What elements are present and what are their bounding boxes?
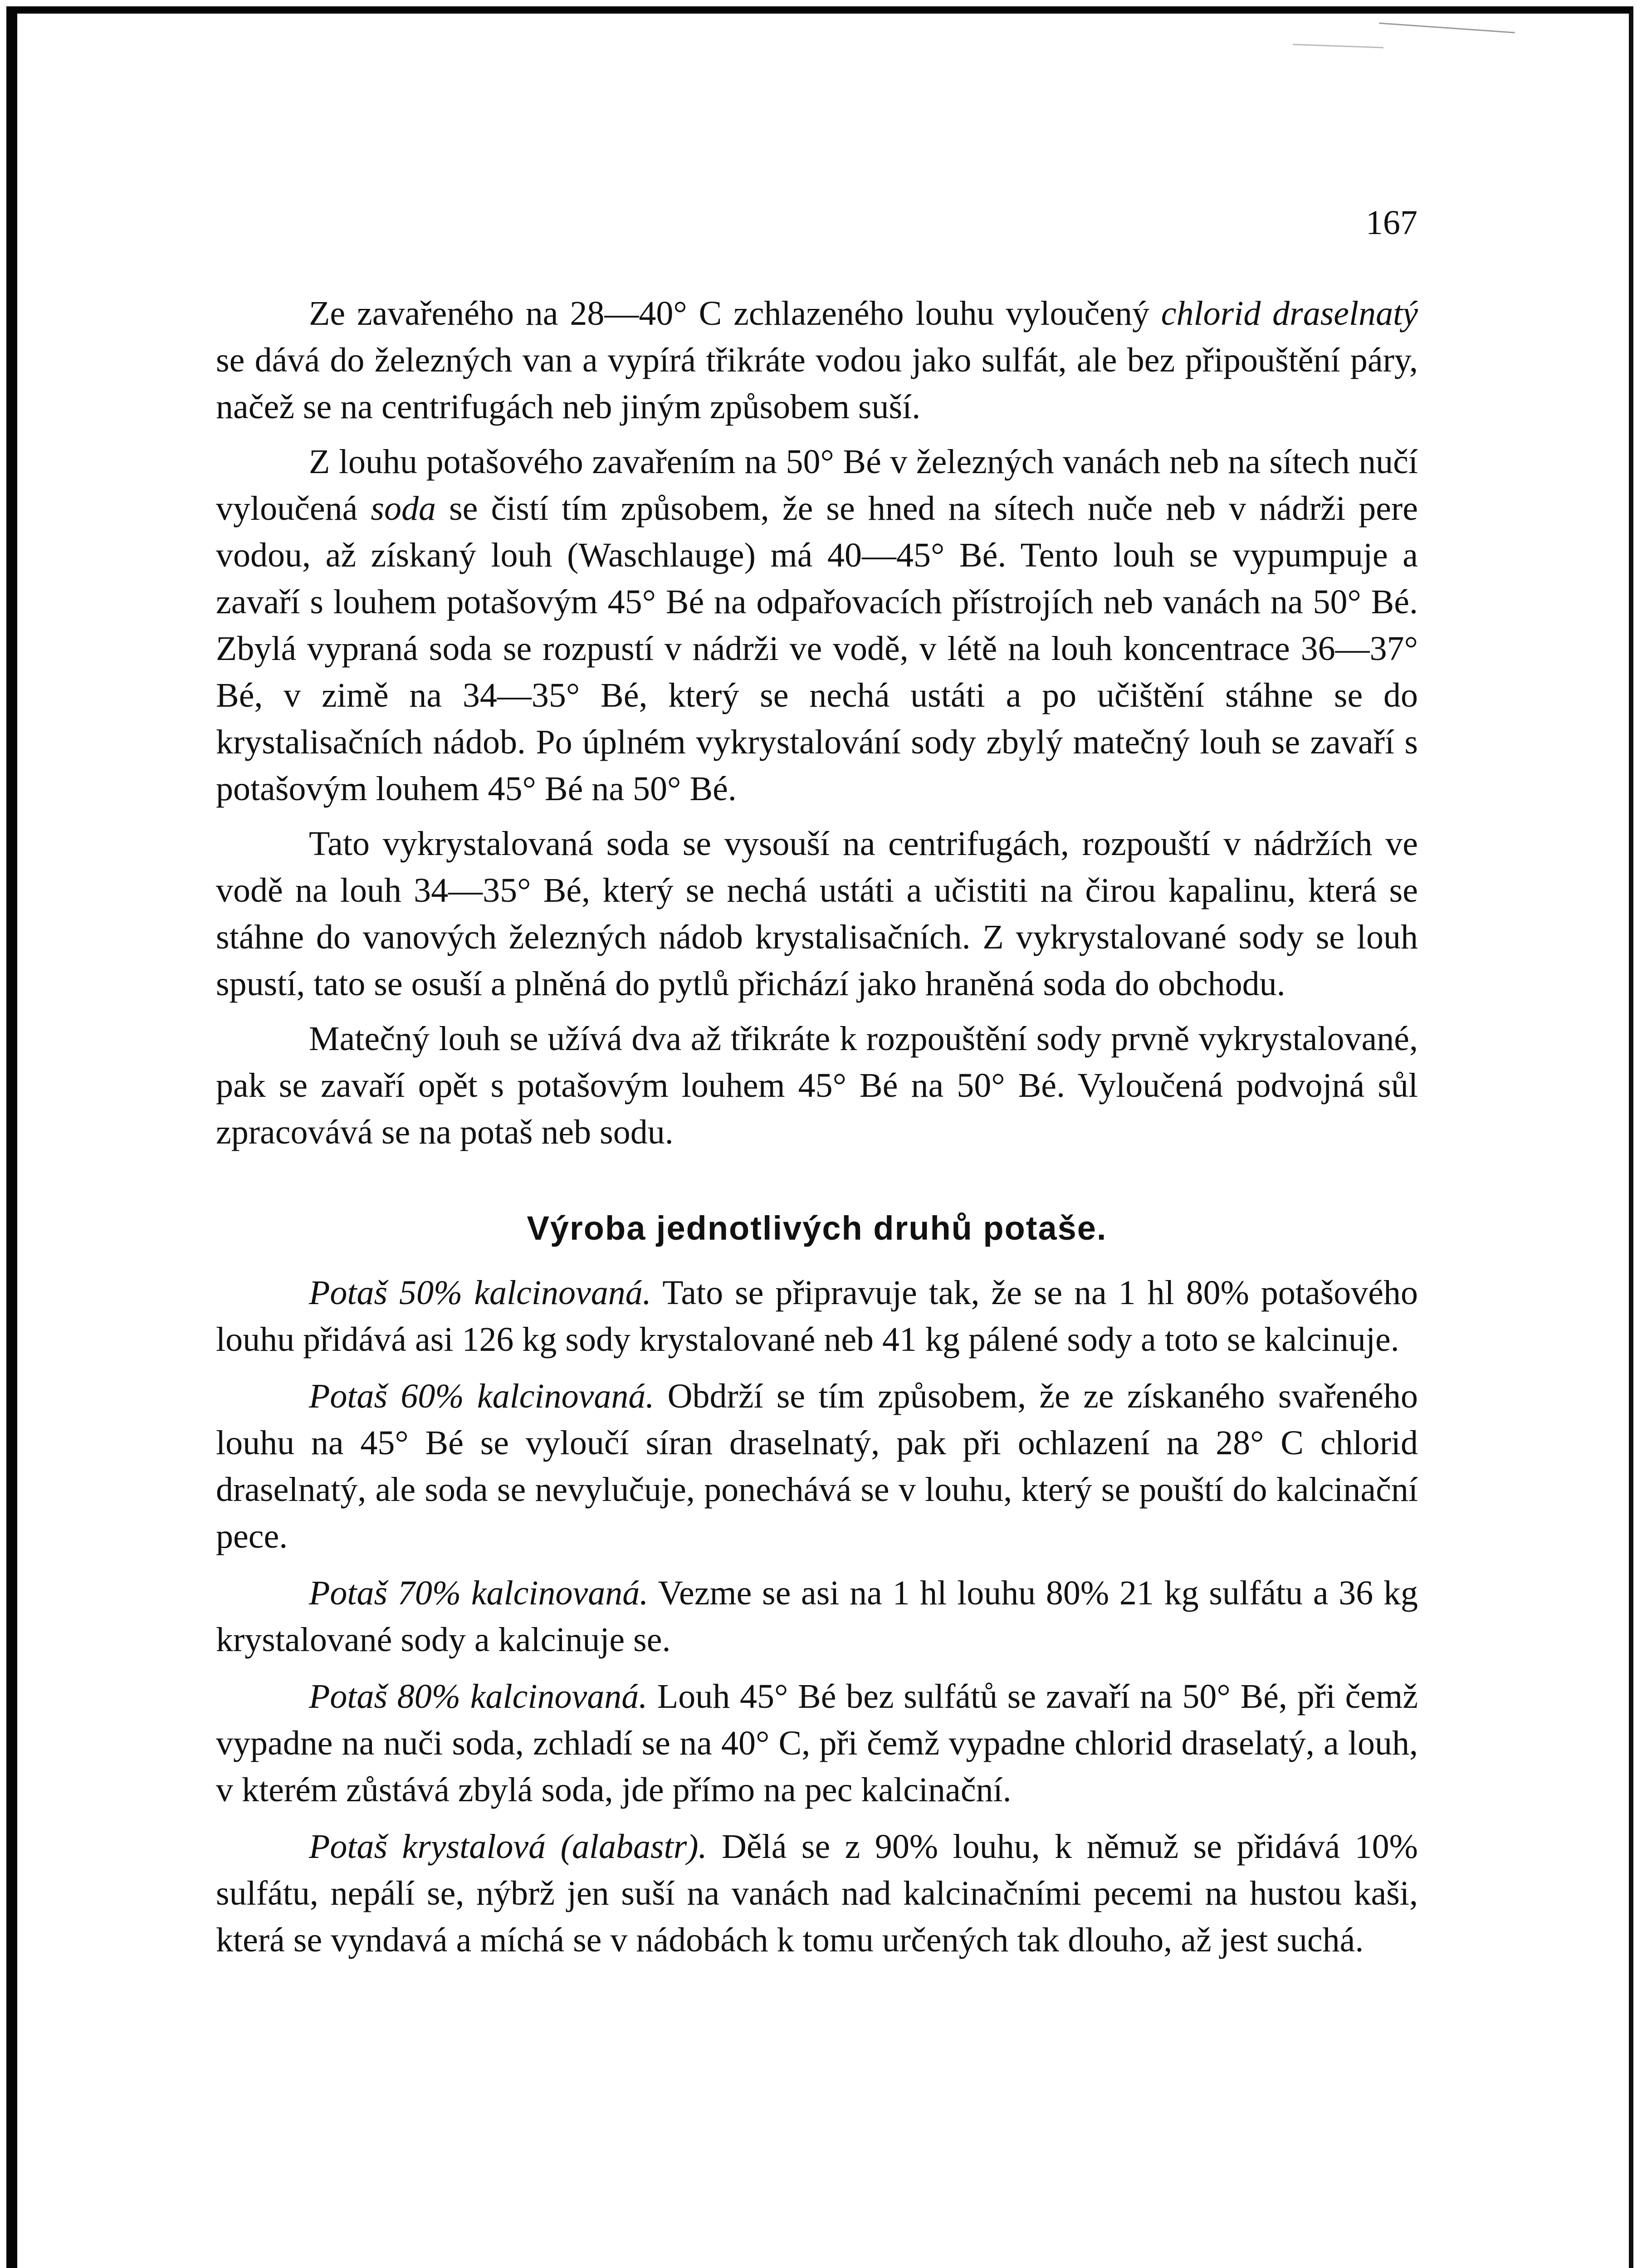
paragraph: Z louhu potašového zavařením na 50° Bé v železných vanách neb na sítech nučí vyloučená soda se čistí tím způsobem, že se hned na sítech nuče neb v nádrži pere vodou, až získaný louh (Waschlauge) má 40—45° Bé. Tento louh se vypumpuje a zavaří s louhem potašovým 45° Bé na odpařovacích přístrojích neb vanách na 50° Bé. Zbylá vypraná soda se rozpustí v nádrži ve vodě, v létě na louh koncentrace 36—37° Bé, v zimě na 34—35° Bé, který se nechá ustáti a po učištění stáhne se do krystalisačních nádob. Po úplném vykrystalování sody zbylý matečný louh se zavaří s potašovým louhem 45° Bé na 50° Bé. [216,443,1418,808]
list-item: Potaš 80% kalcinovaná. Louh 45° Bé bez sulfátů se zavaří na 50° Bé, při čemž vypadne na nuči soda, zchladí se na 40° C, při čemž vypadne chlorid draselatý, a louh, v kterém zůstává zbylá soda, jde přímo na pec kalcinační. [216,1677,1418,1809]
page-number: 167 [1366,204,1417,242]
paragraph: Ze zavařeného na 28—40° C zchlazeného louhu vyloučený chlorid draselnatý se dává do železných van a vypírá třikráte vodou jako sulfát, ale bez připouštění páry, načež se na centrifugách neb jiným způsobem suší. [216,294,1418,426]
page-body [216,290,1418,1974]
paragraph: Matečný louh se užívá dva až třikráte k rozpouštění sody prvně vykrystalované, pak se zavaří opět s potašovým louhem 45° Bé na 50° Bé. Vyloučená podvojná sůl zpracovává se na potaš neb sodu. [216,1020,1418,1151]
list-item: Potaš 50% kalcinovaná. Tato se připravuje tak, že se na 1 hl 80% potašového louhu přidává asi 126 kg sody krystalované neb 41 kg pálené sody a toto se kalcinuje. [216,1274,1418,1359]
section-heading: Výroba jednotlivých druhů potaše. [527,1209,1107,1247]
list-item: Potaš krystalová (alabastr). Dělá se z 90% louhu, k němuž se přidává 10% sulfátu, nepálí se, nýbrž jen suší na vanách nad kalcinačními pecemi na hustou kaši, která se vyndavá a míchá se v nádobách k tomu určených tak dlouho, až jest suchá. [216,1828,1418,1959]
paragraph: Tato vykrystalovaná soda se vysouší na centrifugách, rozpouští v nádržích ve vodě na louh 34—35° Bé, který se nechá ustáti a učistiti na čirou kapalinu, která se stáhne do vanových železných nádob krystalisačních. Z vykrystalované sody se louh spustí, tato se osuší a plněná do pytlů přichází jako hraněná soda do obchodu. [216,825,1418,1003]
list-item: Potaš 60% kalcinovaná. Obdrží se tím způsobem, že ze získaného svařeného louhu na 45° Bé se vyloučí síran draselnatý, pak při ochlazení na 28° C chlorid draselnatý, ale soda se nevylučuje, ponechává se v louhu, který se pouští do kalcinační pece. [216,1377,1418,1555]
list-item: Potaš 70% kalcinovaná. Vezme se asi na 1 hl louhu 80% 21 kg sulfátu a 36 kg krystalované sody a kalcinuje se. [216,1574,1418,1659]
